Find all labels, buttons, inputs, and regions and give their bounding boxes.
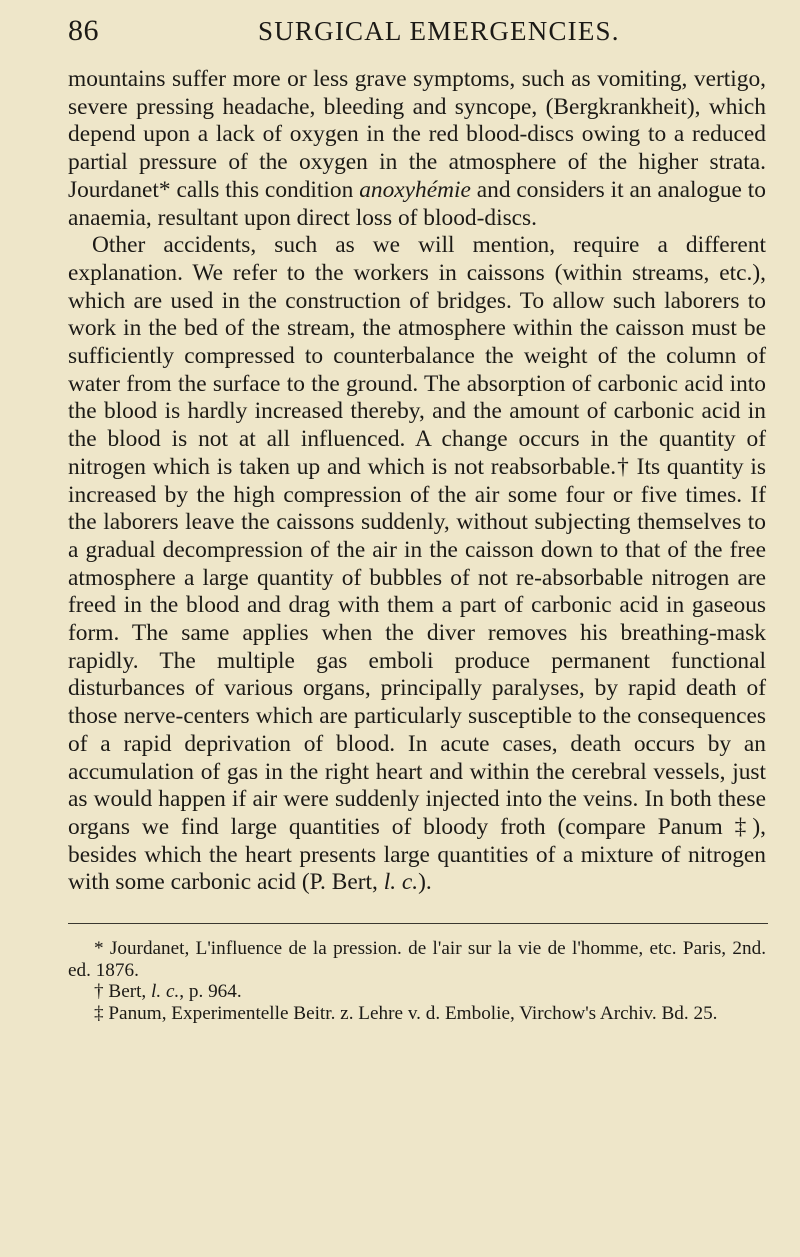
running-title: SURGICAL EMERGENCIES.: [258, 16, 620, 46]
paragraph-1-text-a: mountains suffer more or less grave symptoms, such as vomiting, vertigo, severe pressing headache, bleeding and syncope, (Bergkrankheit), which depend upon a lack of oxygen in the red blood-discs owing to a reduced partial pressure of the oxygen in the atmosphere of the higher strata. Jourdanet* calls this condition: [68, 66, 766, 203]
citation-loc-cit: l. c.: [383, 869, 419, 896]
footnote-1: * Jourdanet, L'influence de la pression. de l'air sur la vie de l'homme, etc. Paris, 2nd. ed. 1876.: [68, 938, 766, 981]
paragraph-2-text-b: ).: [418, 869, 432, 896]
paragraph-1-text-b: and considers it an analogue to anaemia, resultant upon direct loss of blood-discs.: [68, 176, 766, 231]
footnote-2: [68, 981, 766, 1003]
body-text: [68, 66, 766, 897]
paragraph-2-text-a: Other accidents, such as we will mention, require a different explanation. We refer to the workers in caissons (within streams, etc.), which are used in the construction of bridges. To allow such laborers to work in the bed of the stream, the atmosphere within the caisson must be sufficiently compressed to counterbalance the weight of the column of water from the surface to the ground. The absorption of carbonic acid into the blood is hardly increased thereby, and the amount of carbonic acid in the blood is not at all influenced. A change occurs in the quantity of nitrogen which is taken up and which is not reabsorbable.† Its quantity is increased by the high compression of the air some four or five times. If the laborers leave the caissons suddenly, without subjecting themselves to a gradual decompression of the air in the caisson down to that of the free atmosphere a large quantity of bubbles of not re-absorbable nitrogen are freed in the blood and drag with them a part of carbonic acid in gaseous form. The same applies when the diver removes his breathing-mask rapidly. The multiple gas emboli produce permanent functional disturbances of various organs, principally paralyses, by rapid death of those nerve-centers which are particularly susceptible to the consequences of a rapid deprivation of blood. In acute cases, death occurs by an accumulation of gas in the right heart and within the cerebral vessels, just as would happen if air were suddenly injected into the veins. In both these organs we find large quantities of bloody froth (compare Panum ‡), besides which the heart presents large quantities of a mixture of nitrogen with some carbonic acid (P. Bert,: [68, 232, 766, 896]
running-head: [68, 0, 766, 66]
footnotes: [68, 938, 766, 1024]
term-anoxyhemie: anoxyhémie: [359, 176, 471, 203]
paragraph-1: [68, 66, 766, 232]
footnote-2-text-b: , p. 964.: [179, 981, 242, 1003]
footnote-2-citation: l. c.: [151, 981, 180, 1003]
paragraph-2: [68, 232, 766, 897]
footnote-2-text-a: † Bert,: [94, 981, 152, 1003]
footnote-3: ‡ Panum, Experimentelle Beitr. z. Lehre v. d. Embolie, Virchow's Archiv. Bd. 25.: [94, 1002, 718, 1024]
page-number: 86: [68, 14, 99, 47]
footnote-divider: [68, 923, 768, 924]
